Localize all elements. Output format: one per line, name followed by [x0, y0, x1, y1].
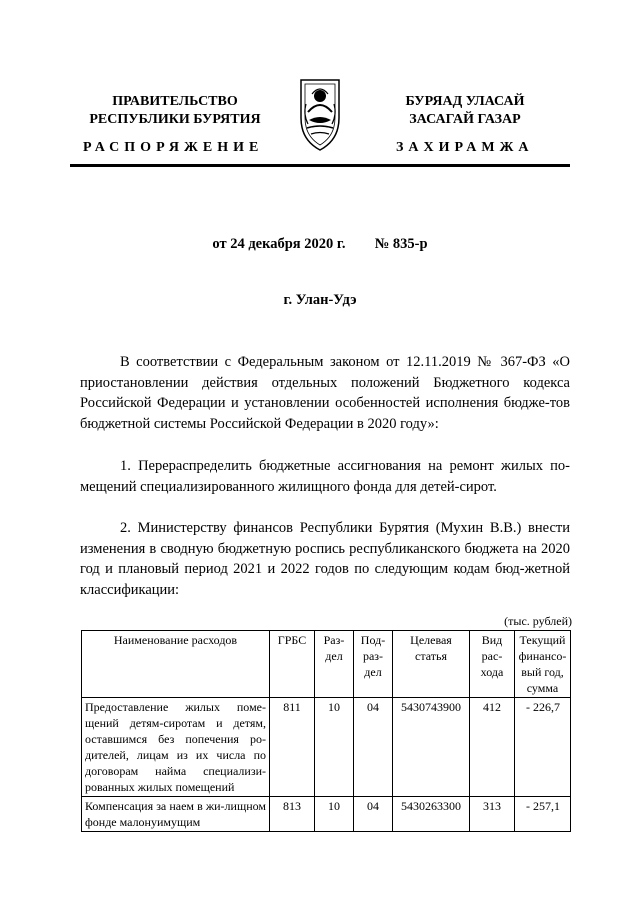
row-grbs: 813: [270, 797, 315, 832]
row-amount: - 257,1: [515, 797, 571, 832]
date-number-line: [0, 236, 640, 253]
table-row: [82, 797, 571, 832]
row-target: 5430263300: [393, 797, 470, 832]
col-header-name: Наименование расходов: [82, 631, 270, 698]
header-divider: [70, 164, 570, 167]
row-vid: 313: [470, 797, 515, 832]
header-right-line1: БУРЯАД УЛАСАЙ: [405, 94, 525, 109]
row-name: Предоставление жилых поме-щений детям-сиротам и детям, оставшимся без попечения ро-дителей, лицам из их числа по договорам найма специализи-рованных жилых помещений: [82, 698, 270, 797]
budget-table: [81, 630, 571, 832]
item-2-paragraph: 2. Министерству финансов Республики Бурятия (Мухин В.В.) внести изменения в сводную бюджетную роспись республиканского бюджета на 2020 год и плановый период 2021 и 2022 годов по следующим кодам бюд-жетной классификации:: [80, 520, 570, 598]
row-amount: - 226,7: [515, 698, 571, 797]
intro-paragraph: В соответствии с Федеральным законом от 12.11.2019 № 367-ФЗ «О приостановлении действия отдельных положений Бюджетного кодекса Российской Федерации и установлении особенностей исполнения бюдже-тов бюджетной системы Российской Федерации в 2020 году»:: [80, 354, 570, 432]
order-number: № 835-р: [374, 236, 428, 252]
col-header-vid: Вид рас-хода: [470, 631, 515, 698]
city: г. Улан-Удэ: [283, 292, 357, 308]
row-podrazdel: 04: [354, 698, 393, 797]
col-header-target: Целевая статья: [393, 631, 470, 698]
row-target: 5430743900: [393, 698, 470, 797]
table-header-row: [82, 631, 571, 698]
row-vid: 412: [470, 698, 515, 797]
table-units: (тыс. рублей): [504, 614, 572, 628]
row-razdel: 10: [315, 698, 354, 797]
row-razdel: 10: [315, 797, 354, 832]
item-1-paragraph: 1. Перераспределить бюджетные ассигнования на ремонт жилых по-мещений специализированного жилищного фонда для детей-сирот.: [80, 458, 570, 495]
header-right: [360, 93, 570, 129]
col-header-podrazdel: Под-раз-дел: [354, 631, 393, 698]
col-header-current: Текущий финансо-вый год, сумма: [515, 631, 571, 698]
table-row: [82, 698, 571, 797]
row-grbs: 811: [270, 698, 315, 797]
doc-type-right: ЗАХИРАМЖА: [396, 140, 534, 155]
coat-of-arms-emblem: [297, 74, 343, 152]
header-right-line2: ЗАСАГАЙ ГАЗАР: [409, 112, 521, 127]
col-header-grbs: ГРБС: [270, 631, 315, 698]
header-left-line1: ПРАВИТЕЛЬСТВО: [112, 94, 238, 109]
header-left: [70, 93, 280, 129]
doc-type-left: РАСПОРЯЖЕНИЕ: [83, 140, 264, 155]
order-date: от 24 декабря 2020 г.: [212, 236, 346, 252]
row-name: Компенсация за наем в жи-лищном фонде малонуимущим: [82, 797, 270, 832]
row-podrazdel: 04: [354, 797, 393, 832]
col-header-razdel: Раз-дел: [315, 631, 354, 698]
header-left-line2: РЕСПУБЛИКИ БУРЯТИЯ: [89, 112, 261, 127]
